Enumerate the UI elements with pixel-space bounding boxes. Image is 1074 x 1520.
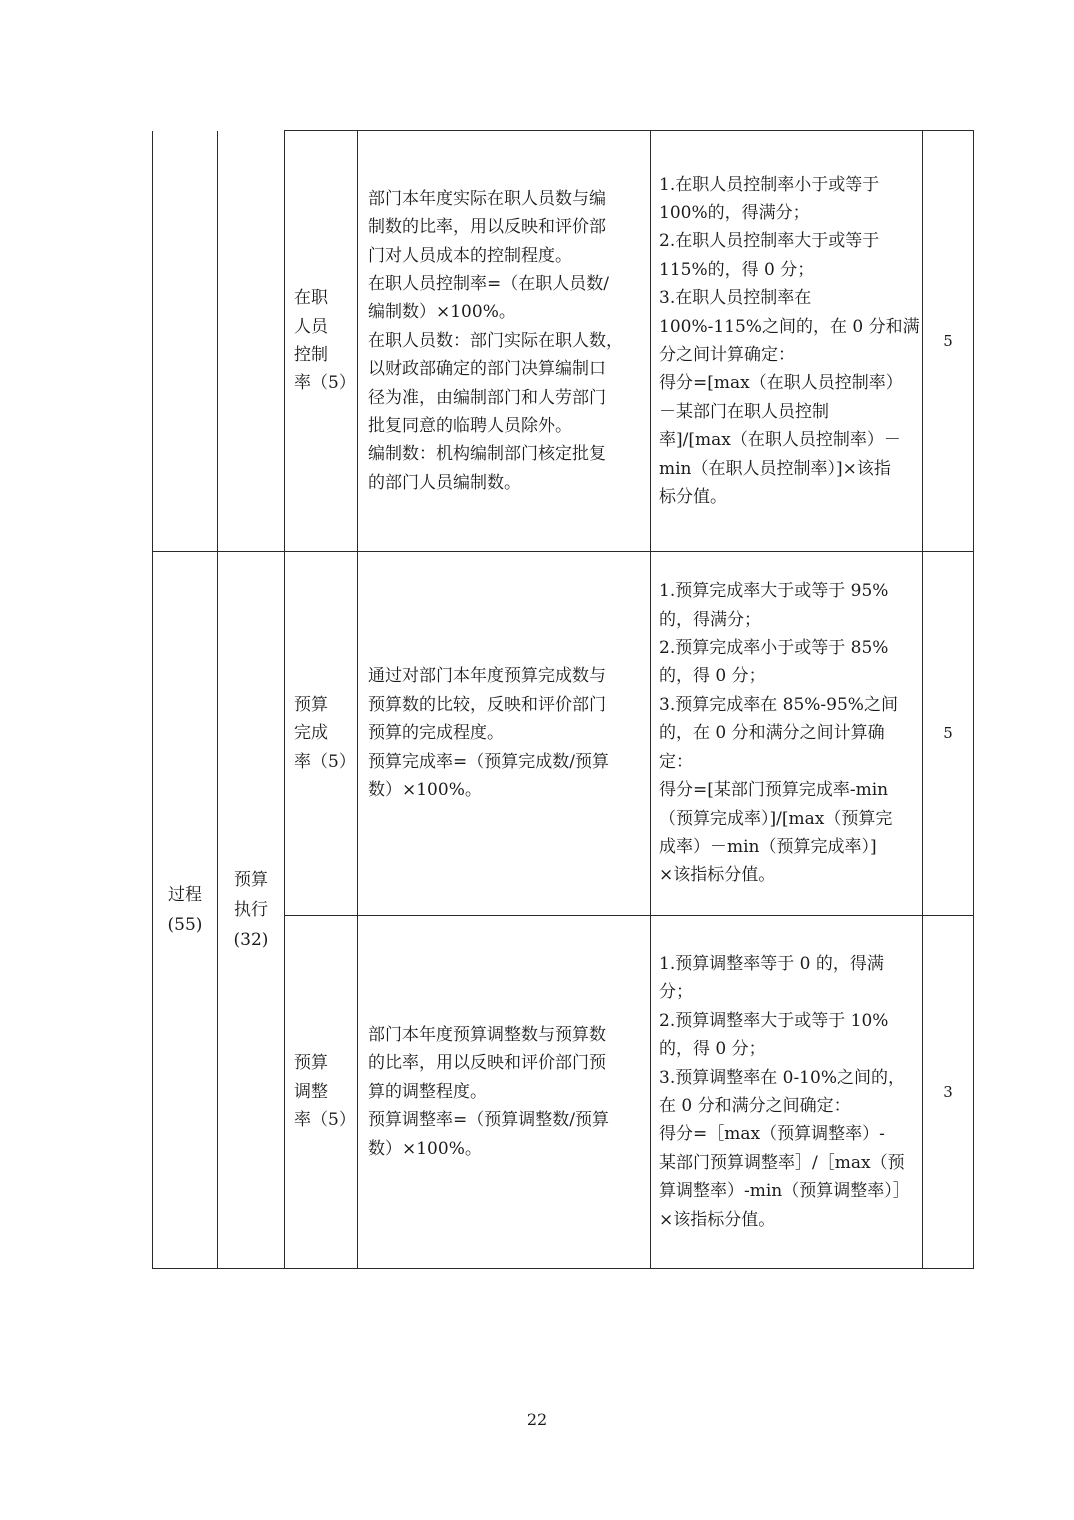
criteria-cell: 1.在职人员控制率小于或等于 100%的，得满分； 2.在职人员控制率大于或等于 115%的，得 0 分； 3.在职人员控制率在 100%-115%之间的，在 0 分和满 分之间计算确定： 得分=[max（在职人员控制率） －某部门在职人员控制 率]/[max（在职人员控制率）－ min（在职人员控制率）]×该指 标分值。 [651,131,923,552]
description-cell: 部门本年度实际在职人员数与编 制数的比率，用以反映和评价部 门对人员成本的控制程度。 在职人员控制率=（在职人员数/ 编制数）×100%。 在职人员数：部门实际在职人数， 以财政部确定的部门决算编制口 径为准，由编制部门和人劳部门 批复同意的临聘人员除外。 编制数：机构编制部门核定批复 的部门人员编制数。 [358,131,651,552]
indicator-cell: 预算 完成 率（5） [285,552,358,916]
page-number: 22 [526,1410,548,1429]
score-cell: 3 [923,916,974,1269]
indicator-cell: 预算 调整 率（5） [285,916,358,1269]
criteria-cell: 1.预算完成率大于或等于 95% 的，得满分； 2.预算完成率小于或等于 85% 的，得 0 分； 3.预算完成率在 85%-95%之间 的，在 0 分和满分之间计算确 定： 得分=[某部门预算完成率-min （预算完成率）]/[max（预算完 成率）－min（预算完成率）] ×该指标分值。 [651,552,923,916]
category-cell: 过程 (55) [153,552,218,1269]
description-cell: 通过对部门本年度预算完成数与 预算数的比较，反映和评价部门 预算的完成程度。 预算完成率=（预算完成数/预算 数）×100%。 [358,552,651,916]
indicator-cell: 在职 人员 控制 率（5） [285,131,358,552]
criteria-cell: 1.预算调整率等于 0 的，得满 分； 2.预算调整率大于或等于 10% 的，得 0 分； 3.预算调整率在 0-10%之间的， 在 0 分和满分之间确定： 得分=［max（预算调整率）- 某部门预算调整率］/［max（预 算调整率）-min（预算调整率）］ ×该指标分值。 [651,916,923,1269]
score-cell: 5 [923,552,974,916]
description-cell: 部门本年度预算调整数与预算数 的比率，用以反映和评价部门预 算的调整程度。 预算调整率=（预算调整数/预算 数）×100%。 [358,916,651,1269]
subcategory-cell-continued [218,131,285,552]
table-row [153,131,974,552]
subcategory-cell: 预算 执行 (32) [218,552,285,1269]
evaluation-table [152,130,974,1269]
score-cell: 5 [923,131,974,552]
table-row [153,552,974,916]
category-cell-continued [153,131,218,552]
